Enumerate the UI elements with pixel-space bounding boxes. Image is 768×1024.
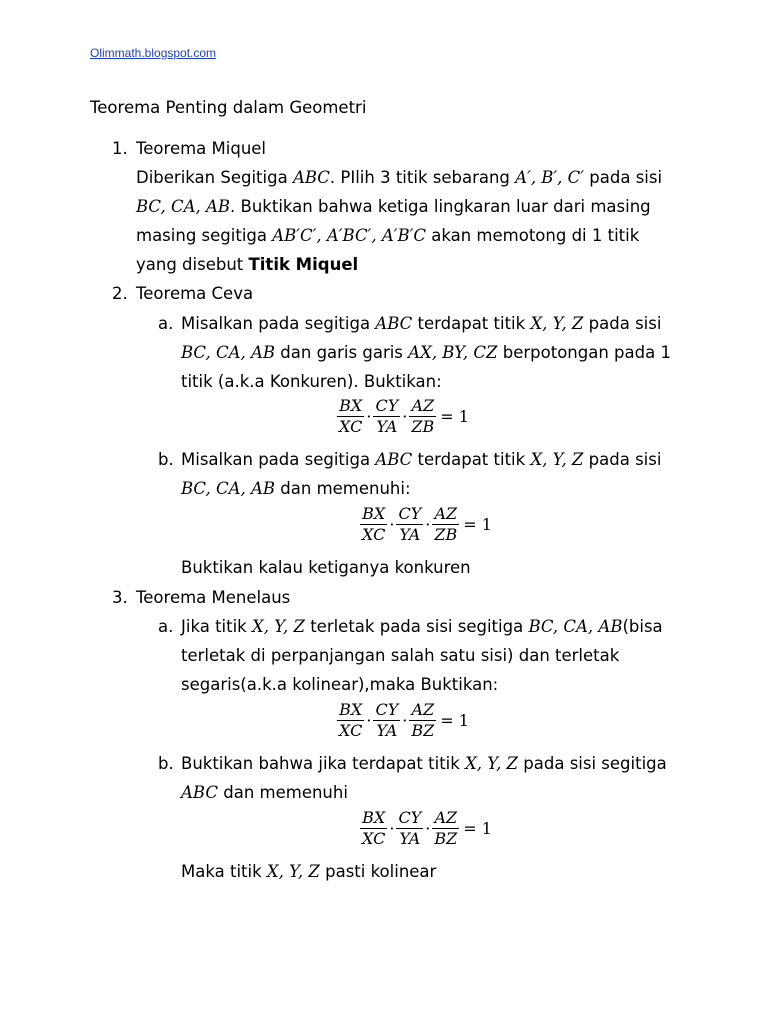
subitem-mark-2a: a.	[158, 314, 174, 333]
menelaus-a-line-3: segaris(a.k.a kolinear),maka Buktikan:	[181, 675, 499, 694]
ceva-a-line-1: Misalkan pada segitiga ABC terdapat titik X, Y, Z pada sisi	[181, 314, 662, 333]
item-number-2: 2.	[112, 284, 128, 303]
subitem-mark-2b: b.	[158, 450, 174, 469]
section-title-ceva: Teorema Ceva	[136, 284, 254, 303]
document-title: Teorema Penting dalam Geometri	[90, 98, 367, 117]
menelaus-equation-b: $\frac{BX}{XC}$ · $\frac{CY}{YA}$ · $\frac{AZ}{BZ}$ = 1	[362, 808, 492, 848]
menelaus-a-line-2: terletak di perpanjangan salah satu sisi) dan terletak	[181, 646, 620, 665]
ceva-b-line-1: Misalkan pada segitiga ABC terdapat titik X, Y, Z pada sisi	[181, 450, 662, 469]
section-title-miquel: Teorema Miquel	[136, 139, 267, 158]
miquel-line-1: Diberikan Segitiga ABC. PIlih 3 titik sebarang A′, B′, C′ pada sisi	[136, 168, 663, 187]
subitem-mark-3a: a.	[158, 617, 174, 636]
ceva-equation-a: $\frac{BX}{XC}$ · $\frac{CY}{YA}$ · $\frac{AZ}{ZB}$ = 1	[339, 396, 469, 436]
ceva-b-line-2: BC, CA, AB dan memenuhi:	[181, 479, 411, 498]
menelaus-a-line-1: Jika titik X, Y, Z terletak pada sisi segitiga BC, CA, AB(bisa	[181, 617, 663, 636]
miquel-line-4: yang disebut Titik Miquel	[136, 255, 359, 274]
ceva-b-conclusion: Buktikan kalau ketiganya konkuren	[181, 558, 471, 577]
miquel-line-2: BC, CA, AB. Buktikan bahwa ketiga lingkaran luar dari masing	[136, 197, 651, 216]
item-number-3: 3.	[112, 588, 128, 607]
subitem-mark-3b: b.	[158, 754, 174, 773]
ceva-equation-b: $\frac{BX}{XC}$ · $\frac{CY}{YA}$ · $\frac{AZ}{ZB}$ = 1	[362, 504, 492, 544]
item-number-1: 1.	[112, 139, 128, 158]
header-link[interactable]: Olimmath.blogspot.com	[90, 46, 217, 60]
ceva-a-line-3: titik (a.k.a Konkuren). Buktikan:	[181, 372, 442, 391]
menelaus-b-line-2: ABC dan memenuhi	[181, 783, 348, 802]
section-title-menelaus: Teorema Menelaus	[136, 588, 291, 607]
menelaus-b-conclusion: Maka titik X, Y, Z pasti kolinear	[181, 862, 437, 881]
miquel-line-3: masing segitiga AB′C′, A′BC′, A′B′C akan memotong di 1 titik	[136, 226, 640, 245]
ceva-a-line-2: BC, CA, AB dan garis garis AX, BY, CZ berpotongan pada 1	[181, 343, 671, 362]
menelaus-equation-a: $\frac{BX}{XC}$ · $\frac{CY}{YA}$ · $\frac{AZ}{BZ}$ = 1	[339, 700, 469, 740]
menelaus-b-line-1: Buktikan bahwa jika terdapat titik X, Y, Z pada sisi segitiga	[181, 754, 667, 773]
